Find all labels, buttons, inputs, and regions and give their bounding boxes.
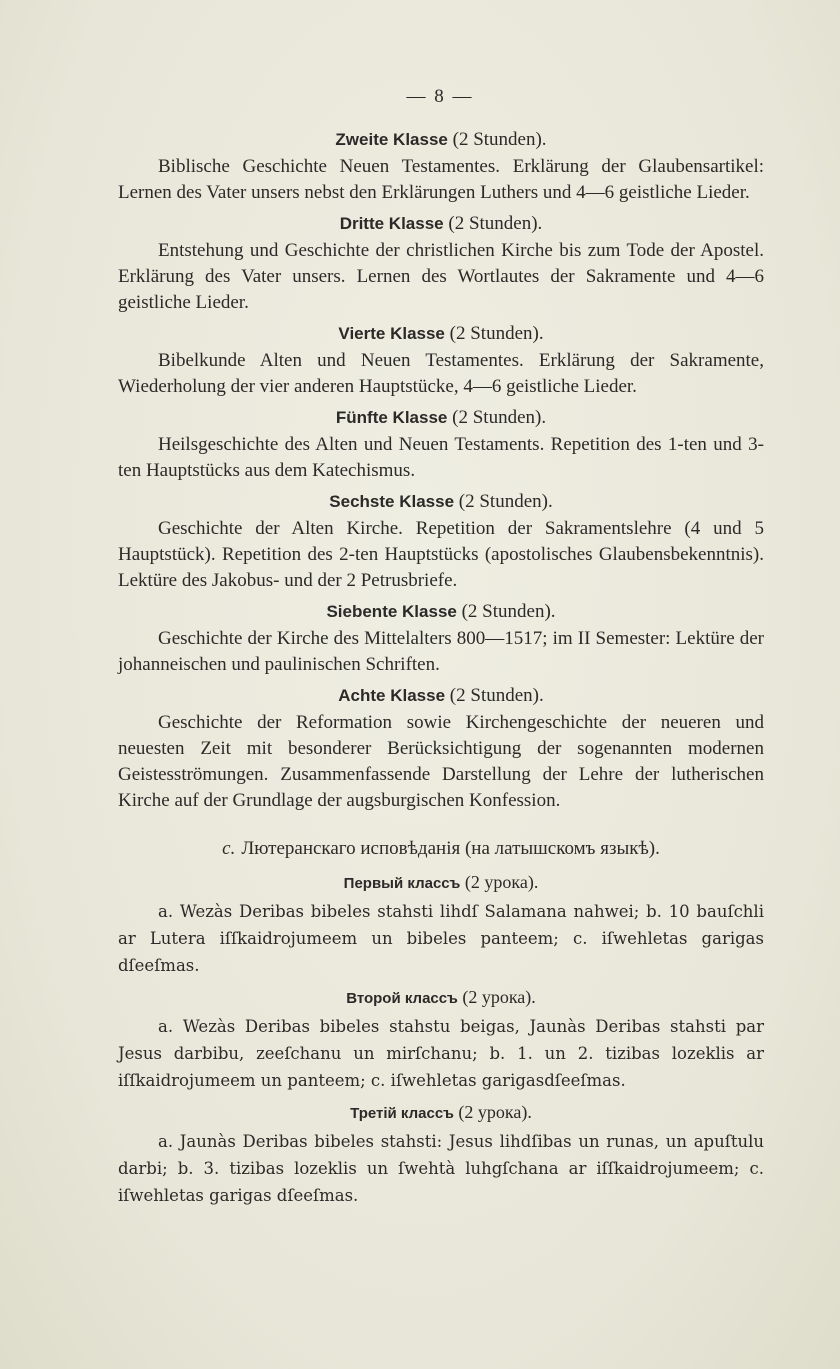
class-name: Siebente Klasse [326,602,457,621]
class-name: Zweite Klasse [335,130,448,149]
class-name: Dritte Klasse [339,214,444,233]
page-content [118,124,764,1213]
section-vierte-klasse [118,320,764,400]
class-name: Vierte Klasse [338,324,445,343]
section-text: a. Wezàs Deribas bibeles stahsti lihdſ Salamana nahwei; b. 10 bauſchli ar Lutera iſſkaidrojumeem un bibeles panteem; c. iſwehletas garigas dſeeſmas. [118,902,764,975]
class-hours: (2 Stunden). [452,129,547,150]
section-text: Heilsgeschichte des Alten und Neuen Testaments. Repetition des 1-ten und 3-ten Hauptstücks aus dem Katechismus. [118,434,764,481]
class-name: Achte Klasse [338,686,446,705]
section-heading [118,126,764,154]
class-hours: (2 Stunden). [452,407,547,428]
class-name: Третій классъ [350,1105,454,1122]
section-text: Geschichte der Alten Kirche. Repetition der Sakramentslehre (4 und 5 Hauptstück). Repetition des 2-ten Hauptstücks (apostolisches Glaubensbekenntnis). Lektüre des Jakobus- und der 2 Petrusbriefe. [118,518,764,591]
class-name: Fünfte Klasse [335,408,448,427]
section-heading [118,868,764,898]
section-heading [118,598,764,626]
latvian-title-text: Лютеранскаго исповѣданія (на латышскомъ языкѣ). [241,838,660,859]
section-text: Bibelkunde Alten und Neuen Testamentes. Erklärung der Sakramente, Wiederholung der vier anderen Hauptstücke, 4—6 geistliche Lieder. [118,350,764,397]
section-heading [118,488,764,516]
section-heading [118,404,764,432]
section-heading [118,320,764,348]
section-text: Geschichte der Reformation sowie Kirchengeschichte der neueren und neuesten Zeit mit besonderer Berücksichtigung der sogenannten modernen Geistesströmungen. Zusammenfassende Darstellung der Lehre der lutherischen Kirche auf der Grundlage der augsburgischen Konfession. [118,712,764,811]
section-text: Geschichte der Kirche des Mittelalters 800—1517; im II Semester: Lektüre der johanneischen und paulinischen Schriften. [118,628,764,675]
section-siebente-klasse [118,598,764,678]
section-heading [118,983,764,1013]
class-hours: (2 Stunden). [449,323,544,344]
class-name: Второй классъ [346,990,458,1007]
class-hours: (2 Stunden). [461,601,556,622]
section-first-class [118,868,764,979]
section-heading [118,210,764,238]
section-heading [118,682,764,710]
section-text: a. Jaunàs Deribas bibeles stahsti: Jesus lihdſibas un runas, un apuſtulu darbi; b. 3. tizibas lozeklis un ſwehtà luhgſchana ar iſſkaidrojumeem; c. iſwehletas garigas dſeeſmas. [118,1132,764,1205]
section-achte-klasse [118,682,764,814]
section-text: a. Wezàs Deribas bibeles stahstu beigas, Jaunàs Deribas stahsti par Jesus darbibu, zeeſchanu un mirſchanu; b. 1. un 2. tizibas lozeklis ar iſſkaidrojumeem un panteem; c. iſwehletas garigasdſeeſmas. [118,1017,764,1090]
section-dritte-klasse [118,210,764,316]
class-hours: (2 Stunden). [458,491,553,512]
class-hours: (2 урока). [458,1102,532,1122]
section-text: Entstehung und Geschichte der christlichen Kirche bis zum Tode der Apostel. Erklärung des Vater unsers. Lernen des Wortlautes der Sakramente und 4—6 geistliche Lieder. [118,240,764,313]
page-number: — 8 — [406,86,474,107]
class-hours: (2 Stunden). [449,685,544,706]
section-third-class [118,1098,764,1209]
latvian-section-title [118,834,764,864]
class-hours: (2 урока). [462,987,536,1007]
class-hours: (2 урока). [464,872,539,892]
section-text: Biblische Geschichte Neuen Testamentes. Erklärung der Glaubensartikel: Lernen des Vater unsers nebst den Erklärungen Luthers und 4—6 geistliche Lieder. [118,156,764,203]
class-name: Sechste Klasse [329,492,455,511]
class-hours: (2 Stunden). [448,213,543,234]
class-name: Первый классъ [343,875,461,892]
section-heading [118,1098,764,1128]
section-second-class [118,983,764,1094]
section-sechste-klasse [118,488,764,594]
latvian-classes [118,868,764,1209]
section-letter: c. [222,838,236,859]
section-fuenfte-klasse [118,404,764,484]
section-zweite-klasse [118,126,764,206]
